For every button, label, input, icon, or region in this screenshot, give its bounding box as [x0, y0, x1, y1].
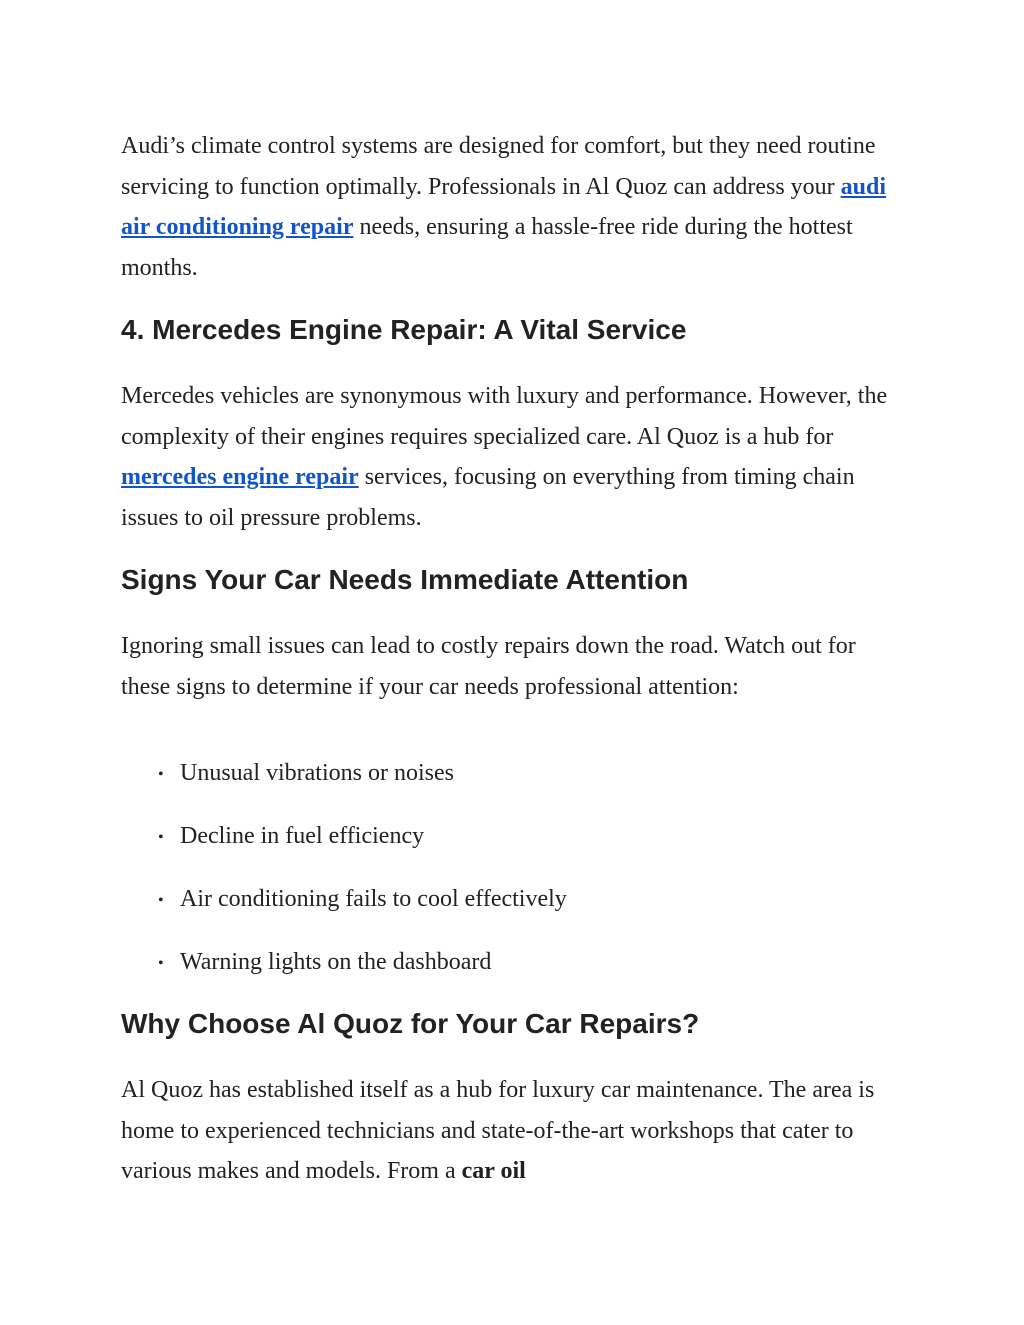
bullet-icon: • [158, 829, 164, 846]
list-item [158, 879, 911, 919]
list-item-text: Warning lights on the dashboard [180, 949, 492, 975]
paragraph-mercedes [121, 376, 911, 538]
list-item-text: Decline in fuel efficiency [180, 823, 425, 849]
list-item-text: Air conditioning fails to cool effectively [180, 886, 567, 912]
signs-list [121, 753, 911, 982]
list-item-text: Unusual vibrations or noises [180, 760, 454, 786]
bullet-icon: • [158, 955, 164, 972]
list-item [158, 816, 911, 856]
paragraph-al-quoz [121, 1070, 911, 1192]
mercedes-engine-repair-link[interactable]: mercedes engine repair [121, 464, 359, 490]
heading-mercedes-engine-repair: 4. Mercedes Engine Repair: A Vital Service [121, 314, 687, 345]
audi-air-conditioning-repair-link[interactable]: audi air conditioning repair [121, 173, 887, 240]
paragraph-text: services, focusing on everything from timing chain issues to oil pressure problems. [121, 464, 855, 531]
heading-why-al-quoz: Why Choose Al Quoz for Your Car Repairs? [121, 1008, 700, 1039]
heading-signs: Signs Your Car Needs Immediate Attention [121, 564, 689, 595]
document-page [121, 126, 911, 1192]
bullet-icon: • [158, 892, 164, 909]
bullet-icon: • [158, 766, 164, 783]
paragraph-text: Audi’s climate control systems are designed for comfort, but they need routine servicing to function optimally. Professionals in Al Quoz can address your [121, 133, 876, 200]
paragraph-text: Al Quoz has established itself as a hub for luxury car maintenance. The area is home to experienced technicians and state-of-the-art workshops that cater to various makes and models. From a [121, 1077, 875, 1184]
paragraph-text: Mercedes vehicles are synonymous with luxury and performance. However, the complexity of their engines requires specialized care. Al Quoz is a hub for [121, 383, 888, 450]
list-item [158, 942, 911, 982]
bold-text-car-oil: car oil [461, 1158, 526, 1184]
paragraph-text: needs, ensuring a hassle-free ride during the hottest months. [121, 214, 853, 281]
list-item [158, 753, 911, 793]
paragraph-signs-intro: Ignoring small issues can lead to costly repairs down the road. Watch out for these signs to determine if your car needs professional attention: [121, 633, 856, 700]
paragraph-audi-ac [121, 126, 911, 288]
